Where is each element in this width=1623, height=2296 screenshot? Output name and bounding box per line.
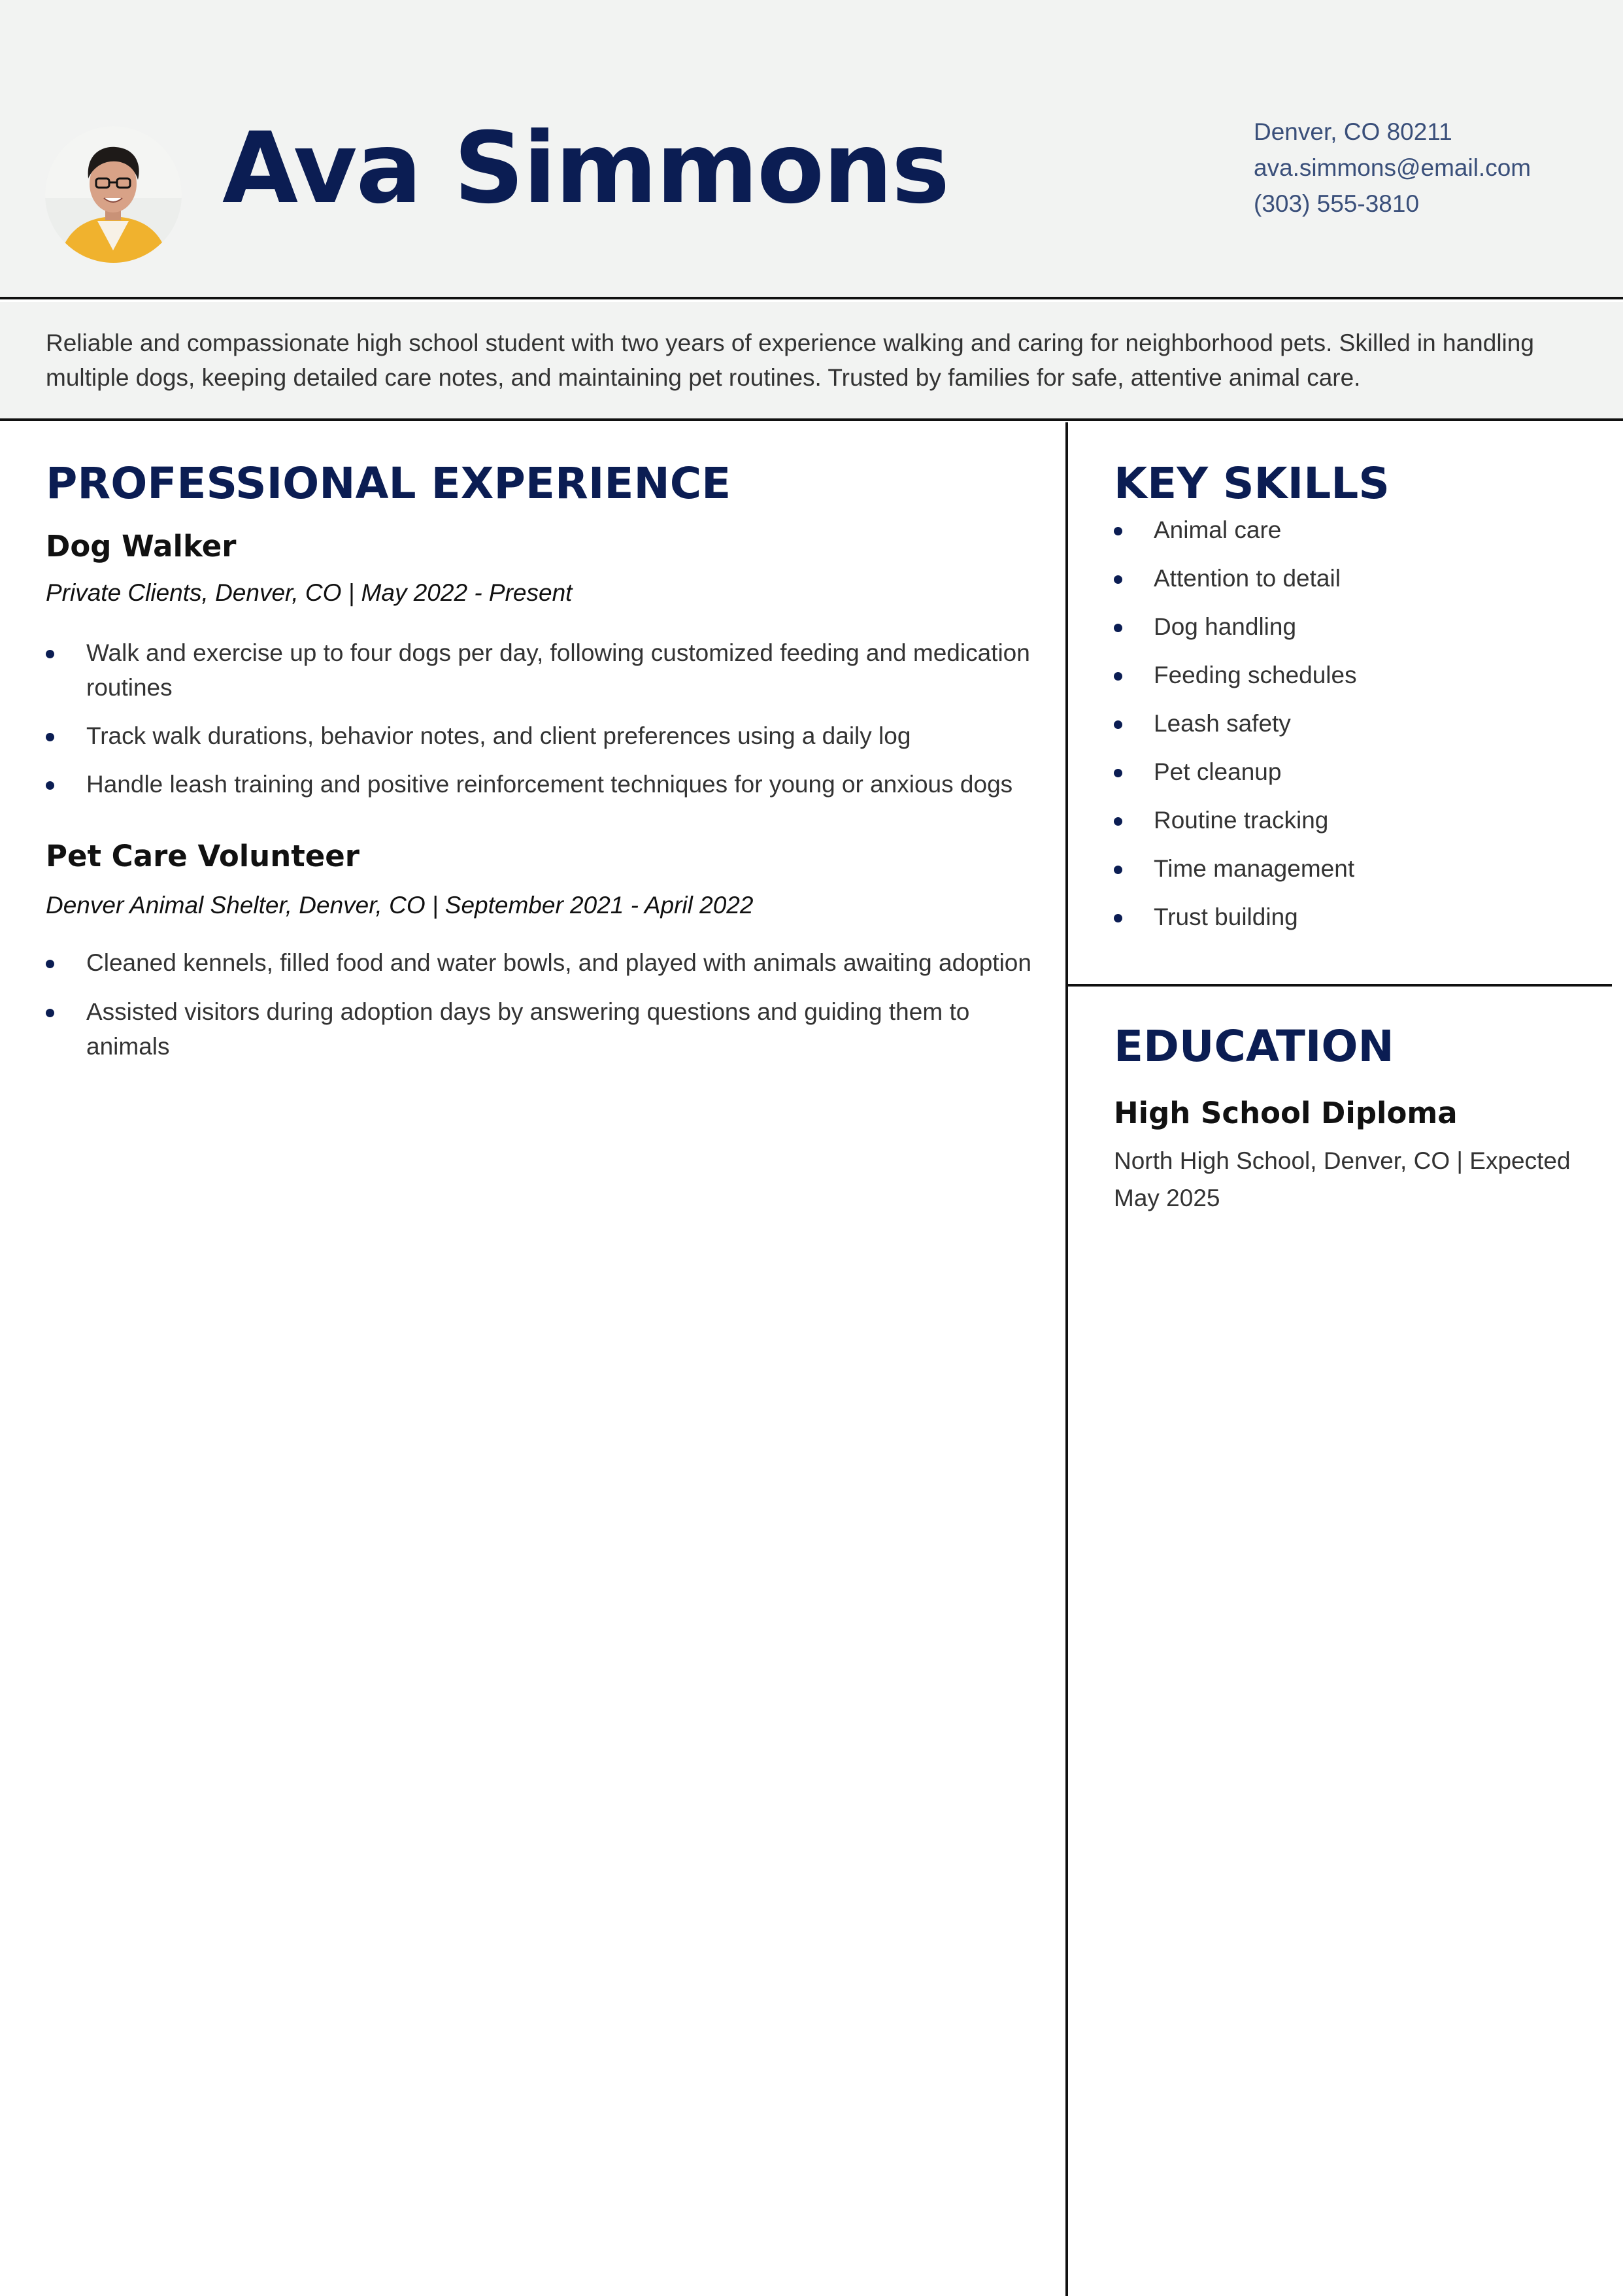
skill-text: Routine tracking bbox=[1154, 807, 1329, 834]
skill-text: Feeding schedules bbox=[1154, 662, 1357, 688]
bullet-icon bbox=[1114, 720, 1122, 729]
contact-email[interactable]: ava.simmons@email.com bbox=[1254, 154, 1531, 181]
experience-section bbox=[46, 458, 1039, 1064]
skill-text: Animal care bbox=[1154, 516, 1282, 543]
bullet-icon bbox=[1114, 866, 1122, 874]
bullet-icon bbox=[1114, 575, 1122, 584]
list-item bbox=[1114, 754, 1598, 789]
bullet-icon bbox=[46, 733, 54, 741]
profile-photo-avatar bbox=[45, 126, 182, 263]
contact-location: Denver, CO 80211 bbox=[1254, 118, 1452, 145]
bullet-text: Assisted visitors during adoption days by answering questions and guiding them to animals bbox=[86, 998, 970, 1060]
bullet-text: Handle leash training and positive reinforcement techniques for young or anxious dogs bbox=[86, 771, 1013, 798]
job-bullets bbox=[46, 945, 1039, 1064]
resume-header bbox=[0, 0, 1623, 299]
skill-text: Time management bbox=[1154, 855, 1355, 882]
bullet-icon bbox=[1114, 817, 1122, 826]
bullet-text: Track walk durations, behavior notes, and client preferences using a daily log bbox=[86, 722, 911, 749]
column-divider bbox=[1065, 422, 1068, 2296]
bullet-icon bbox=[1114, 672, 1122, 681]
bullet-text: Walk and exercise up to four dogs per day, following customized feeding and medication routines bbox=[86, 639, 1030, 701]
list-item bbox=[1114, 609, 1598, 644]
job-bullets bbox=[46, 635, 1039, 802]
education-heading: EDUCATION bbox=[1114, 1021, 1394, 1072]
contact-phone[interactable]: (303) 555-3810 bbox=[1254, 190, 1420, 217]
professional-summary: Reliable and compassionate high school student with two years of experience walking and caring for neighborhood pets. Skilled in handling multiple dogs, keeping detailed care notes, and maintaining pet routines. Trusted by families for safe, attentive animal care. bbox=[0, 302, 1623, 421]
bullet-text: Cleaned kennels, filled food and water bowls, and played with animals awaiting adoption bbox=[86, 949, 1031, 976]
list-item bbox=[1114, 900, 1598, 934]
right-section-divider bbox=[1068, 984, 1612, 987]
skill-text: Attention to detail bbox=[1154, 565, 1341, 592]
job-entry bbox=[46, 837, 1039, 1064]
candidate-name: Ava Simmons bbox=[222, 112, 949, 226]
bullet-icon bbox=[46, 781, 54, 790]
experience-heading: PROFESSIONAL EXPERIENCE bbox=[46, 458, 731, 509]
list-item bbox=[1114, 561, 1598, 596]
skills-list bbox=[1114, 513, 1598, 934]
skill-text: Leash safety bbox=[1154, 710, 1291, 737]
job-entry bbox=[46, 527, 1039, 802]
list-item bbox=[46, 718, 1039, 753]
list-item bbox=[46, 635, 1039, 705]
skill-text: Trust building bbox=[1154, 903, 1298, 930]
bullet-icon bbox=[46, 650, 54, 658]
job-meta: Private Clients, Denver, CO | May 2022 - Present bbox=[46, 579, 573, 606]
bullet-icon bbox=[1114, 914, 1122, 922]
job-meta: Denver Animal Shelter, Denver, CO | September 2021 - April 2022 bbox=[46, 892, 754, 919]
list-item bbox=[1114, 658, 1598, 692]
skills-section bbox=[1114, 458, 1598, 948]
education-section bbox=[1114, 1021, 1598, 1217]
skill-text: Dog handling bbox=[1154, 613, 1297, 640]
list-item bbox=[1114, 851, 1598, 886]
list-item bbox=[1114, 706, 1598, 741]
job-role: Pet Care Volunteer bbox=[46, 839, 360, 873]
bullet-icon bbox=[1114, 624, 1122, 632]
list-item bbox=[46, 945, 1039, 980]
bullet-icon bbox=[1114, 527, 1122, 535]
skill-text: Pet cleanup bbox=[1154, 758, 1282, 785]
list-item bbox=[1114, 513, 1598, 547]
job-role: Dog Walker bbox=[46, 529, 237, 564]
list-item bbox=[46, 994, 1039, 1064]
education-details: North High School, Denver, CO | Expected May 2025 bbox=[1114, 1147, 1571, 1211]
skills-heading: KEY SKILLS bbox=[1114, 458, 1390, 509]
bullet-icon bbox=[46, 1009, 54, 1017]
list-item bbox=[1114, 803, 1598, 837]
bullet-icon bbox=[1114, 769, 1122, 777]
list-item bbox=[46, 767, 1039, 802]
contact-info bbox=[1254, 114, 1594, 222]
degree-title: High School Diploma bbox=[1114, 1096, 1458, 1130]
bullet-icon bbox=[46, 960, 54, 968]
